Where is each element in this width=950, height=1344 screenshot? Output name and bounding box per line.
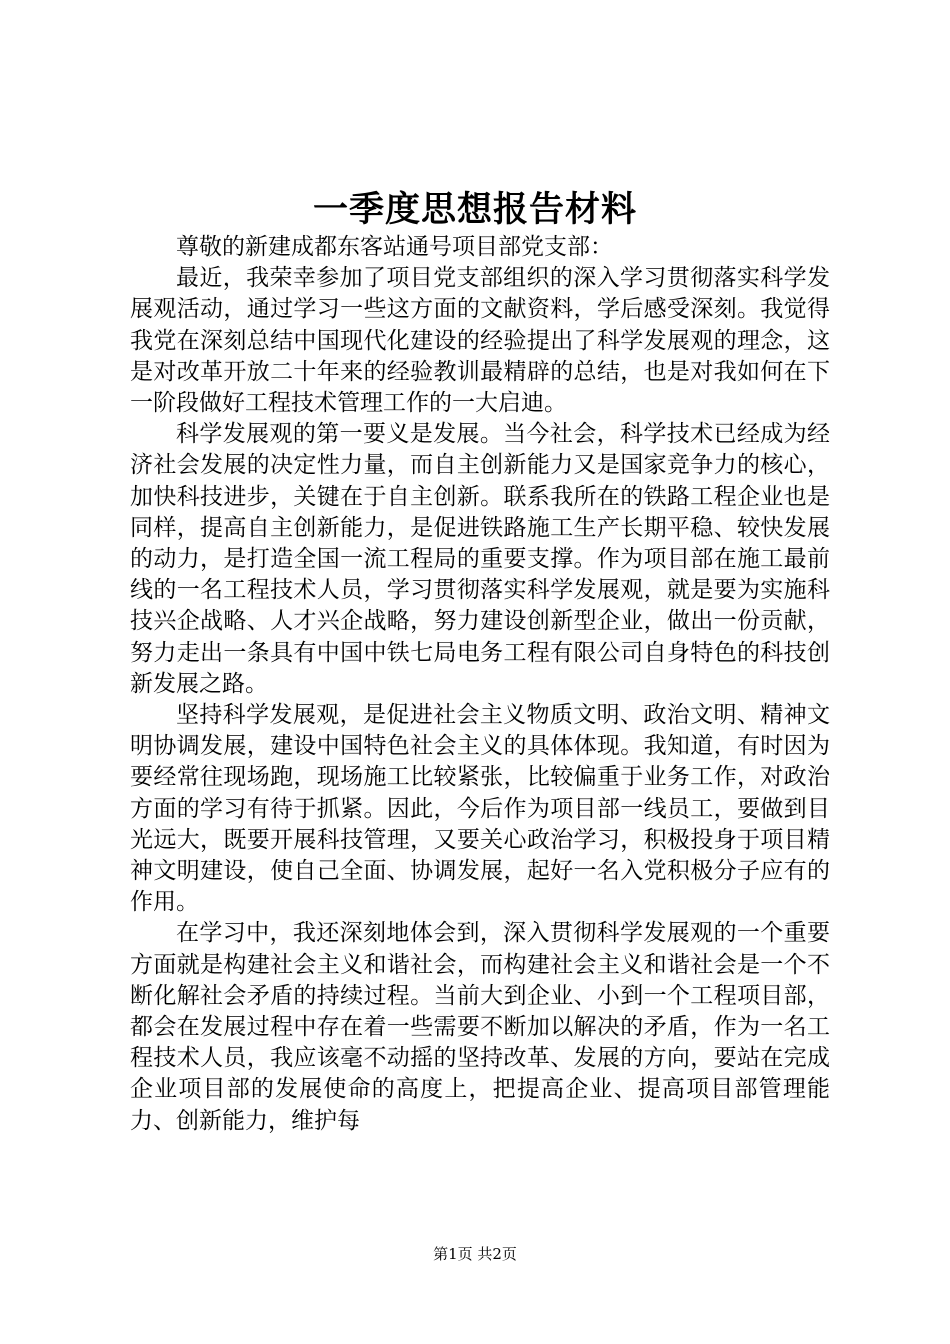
page-footer: 第1页 共2页 [433, 1245, 517, 1263]
paragraph-3: 坚持科学发展观，是促进社会主义物质文明、政治文明、精神文明协调发展，建设中国特色社会主义的具体体现。我知道，有时因为要经常往现场跑，现场施工比较紧张，比较偏重于业务工作，对政治方面的学习有待于抓紧。因此，今后作为项目部一线员工，要做到目光远大，既要开展科技管理，又要关心政治学习，积极投身于项目精神文明建设，使自己全面、协调发展，起好一名入党积极分子应有的作用。 [130, 702, 830, 916]
document-title: 一季度思想报告材料 [312, 189, 637, 230]
document-body [130, 232, 830, 1137]
salutation: 尊敬的新建成都东客站通号项目部党支部： [176, 234, 613, 260]
paragraph-2: 科学发展观的第一要义是发展。当今社会，科学技术已经成为经济社会发展的决定性力量，而自主创新能力又是国家竞争力的核心，加快科技进步，关键在于自主创新。联系我所在的铁路工程企业也是同样，提高自主创新能力，是促进铁路施工生产长期平稳、较快发展的动力，是打造全国一流工程局的重要支撑。作为项目部在施工最前线的一名工程技术人员，学习贯彻落实科学发展观，就是要为实施科技兴企战略、人才兴企战略，努力建设创新型企业，做出一份贡献，努力走出一条具有中国中铁七局电务工程有限公司自身特色的科技创新发展之路。 [130, 421, 830, 697]
paragraph-1: 最近，我荣幸参加了项目党支部组织的深入学习贯彻落实科学发展观活动，通过学习一些这方面的文献资料，学后感受深刻。我觉得我党在深刻总结中国现代化建设的经验提出了科学发展观的理念，这是对改革开放二十年来的经验教训最精辟的总结，也是对我如何在下一阶段做好工程技术管理工作的一大启迪。 [130, 265, 830, 417]
paragraph-4: 在学习中，我还深刻地体会到，深入贯彻科学发展观的一个重要方面就是构建社会主义和谐社会，而构建社会主义和谐社会是一个不断化解社会矛盾的持续过程。当前大到企业、小到一个工程项目部，都会在发展过程中存在着一些需要不断加以解决的矛盾，作为一名工程技术人员，我应该毫不动摇的坚持改革、发展的方向，要站在完成企业项目部的发展使命的高度上，把提高企业、提高项目部管理能力、创新能力，维护每 [130, 920, 830, 1134]
